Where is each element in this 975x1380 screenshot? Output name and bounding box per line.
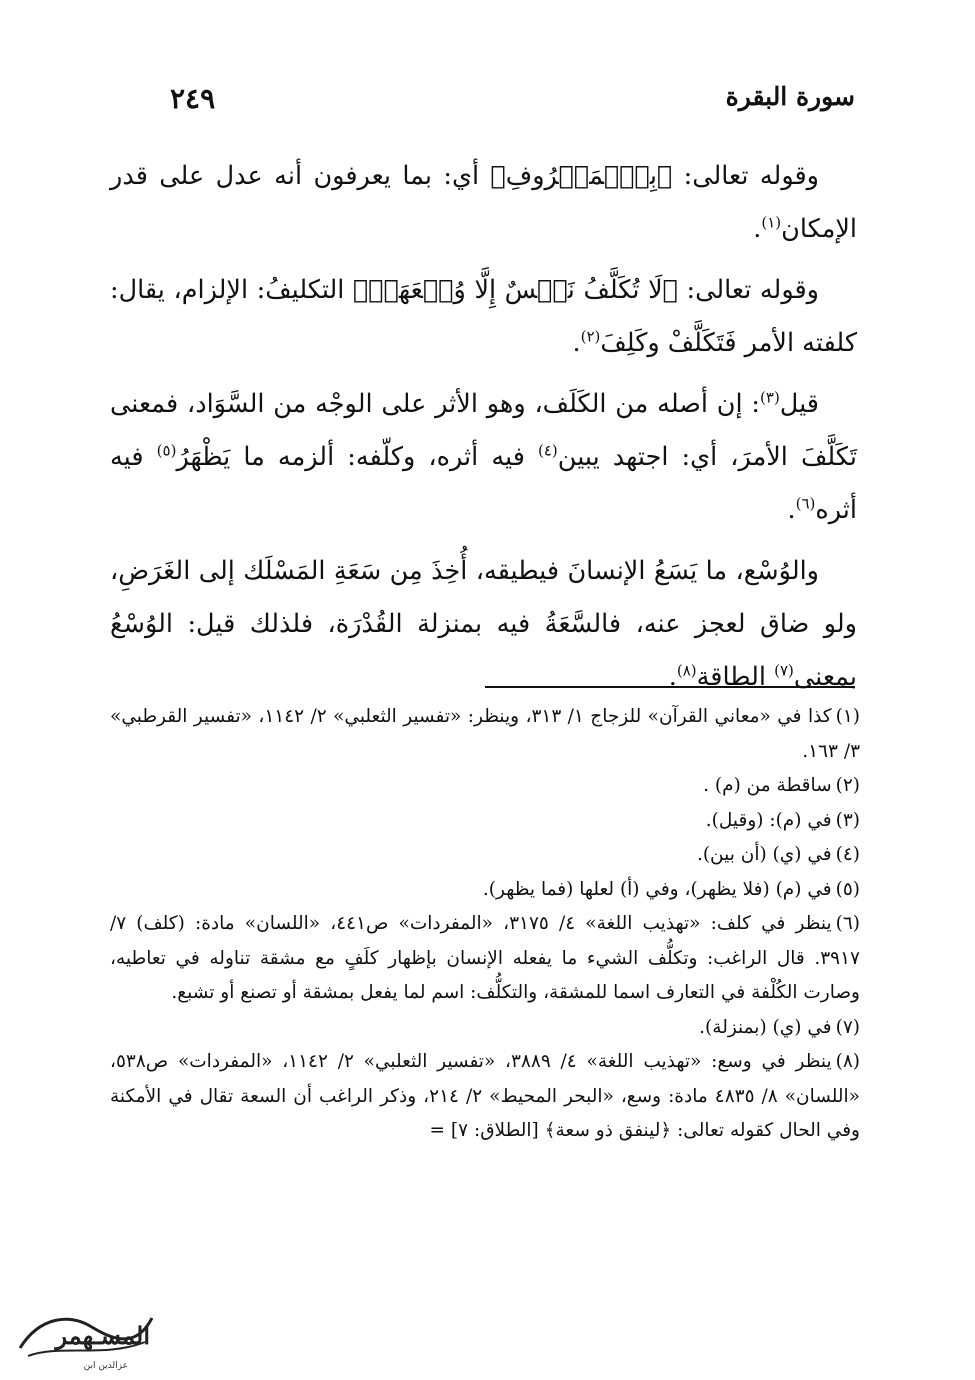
footnote-text: ينظر في كلف: «تهذيب اللغة» ٤/ ٣١٧٥، «المفردات» ص٤٤١، «اللسان» مادة: (كلف) ٧/ ٣٩١٧. قال الراغب: وتكلُّف الشيء ما يفعله الإنسان بإظهار كلَفٍ مع مشقة تناوله في تعاطيه، وصارت الكُلْفة في التعارف اسما للمشقة، والتكلُّف: اسم لما يفعل بمشقة أو تصنع أو تشبع. bbox=[110, 913, 860, 1003]
page-header bbox=[160, 82, 855, 122]
footnote-ref[interactable]: (٦) bbox=[795, 494, 816, 513]
footnote-number: (٦) bbox=[835, 913, 860, 934]
footnote-ref[interactable]: (٧) bbox=[774, 661, 794, 680]
paragraph-text: . bbox=[668, 662, 677, 692]
paragraph-text: الطاقة bbox=[696, 662, 775, 692]
footnote-separator bbox=[485, 686, 855, 688]
footnote-text: ساقطة من (م) . bbox=[703, 775, 832, 796]
footnote-number: (٨) bbox=[835, 1051, 860, 1072]
footnote-ref[interactable]: (٤) bbox=[538, 441, 558, 460]
paragraph-text: وقوله تعالى: ﴿لَا تُكَلَّفُ نَفۡسٌ إِلَّا وُسۡعَهَاۚ﴾ التكليفُ: الإلزام، يقال: كلفته الأمر فَتَكَلَّفْ وكَلِفَ bbox=[110, 275, 857, 358]
paragraph-text: . bbox=[572, 328, 581, 358]
footnote-ref[interactable]: (٣) bbox=[760, 388, 780, 407]
paragraph-4 bbox=[110, 545, 857, 704]
footnote-ref[interactable]: (٢) bbox=[580, 327, 601, 346]
footnote-number: (٧) bbox=[835, 1016, 860, 1038]
paragraph-text: . bbox=[753, 214, 762, 244]
footnote-number: (٢) bbox=[835, 775, 860, 796]
footnote-ref[interactable]: (٨) bbox=[676, 661, 697, 680]
paragraph-text: والوُسْع، ما يَسَعُ الإنسانَ فيطيقه، أُخِذَ مِن سَعَةِ المَسْلَك إلى الغَرَضِ، ولو ضاق لعجز عنه، فالسَّعَةُ فيه بمنزلة القُدْرَة، فلذلك قيل: الوُسْعُ بمعنى bbox=[110, 556, 857, 692]
paragraph-2 bbox=[110, 264, 857, 370]
footnote-ref[interactable]: (٥) bbox=[156, 441, 177, 460]
paragraph-text: وقوله تعالى: ﴿بِٱلۡمَعۡرُوفِ﴾ أي: بما يعرفون أنه عدل على قدر الإمكان bbox=[110, 161, 857, 244]
footnote-ref[interactable]: (١) bbox=[761, 213, 782, 232]
footnote-text: في (ي) (بمنزلة). bbox=[699, 1016, 832, 1038]
footnote-3 bbox=[110, 804, 860, 839]
paragraph-1 bbox=[110, 150, 857, 256]
footnote-number: (٥) bbox=[835, 878, 860, 900]
running-title: سورة البقرة bbox=[725, 82, 855, 111]
paragraph-text: قيل bbox=[779, 389, 819, 419]
footnote-text: في (م) (فلا يظهر)، وفي (أ) لعلها (فما يظهر). bbox=[482, 878, 832, 900]
paragraph-text: : إن أصله من الكَلَف، وهو الأثر على الوجْه من السَّوَاد، فمعنى تَكَلَّفَ الأمرَ، أي: اجتهد يبين bbox=[110, 389, 857, 472]
logo-sublabel: عزالدين ابن bbox=[83, 1361, 128, 1371]
footnote-6 bbox=[110, 907, 860, 1011]
main-text bbox=[110, 150, 857, 712]
paragraph-text: فيه أثره bbox=[110, 442, 857, 525]
footnote-8 bbox=[110, 1045, 860, 1149]
page-number: ٢٤٩ bbox=[170, 82, 216, 115]
paragraph-3 bbox=[110, 378, 857, 537]
footnote-text: ينظر في وسع: «تهذيب اللغة» ٤/ ٣٨٨٩، «تفسير الثعلبي» ٢/ ١١٤٢، «المفردات» ص٥٣٨، «اللسان» ٨/ ٤٨٣٥ مادة: وسع، «البحر المحيط» ٢/ ٢١٤، وذكر الراغب أن السعة تقال في الأمكنة وفي الحال كقوله تعالى: ﴿لينفق ذو سعة﴾ [الطلاق: ٧] = bbox=[110, 1051, 860, 1141]
footnote-text: كذا في «معاني القرآن» للزجاج ١/ ٣١٣، وينظر: «تفسير الثعلبي» ٢/ ١١٤٢، «تفسير القرطبي» ٣/ ١٦٣. bbox=[110, 706, 860, 762]
footnote-text: في (م): (وقيل). bbox=[705, 809, 832, 831]
footnote-7 bbox=[110, 1011, 860, 1046]
logo-lettering: المسـهمر bbox=[55, 1321, 150, 1350]
footnote-number: (٣) bbox=[835, 809, 860, 831]
footnote-number: (١) bbox=[835, 706, 860, 727]
footnote-5 bbox=[110, 873, 860, 908]
footnote-number: (٤) bbox=[835, 844, 860, 865]
footnotes bbox=[110, 700, 860, 1149]
footnote-2 bbox=[110, 769, 860, 804]
paragraph-text: . bbox=[787, 495, 796, 525]
paragraph-text: فيه أثره، وكلّفه: ألزمه ما يَظْهَرُ bbox=[176, 442, 538, 472]
footnote-text: في (ي) (أن بين). bbox=[696, 844, 832, 865]
footnote-1 bbox=[110, 700, 860, 769]
footnote-4 bbox=[110, 838, 860, 873]
publisher-logo bbox=[10, 1296, 160, 1376]
